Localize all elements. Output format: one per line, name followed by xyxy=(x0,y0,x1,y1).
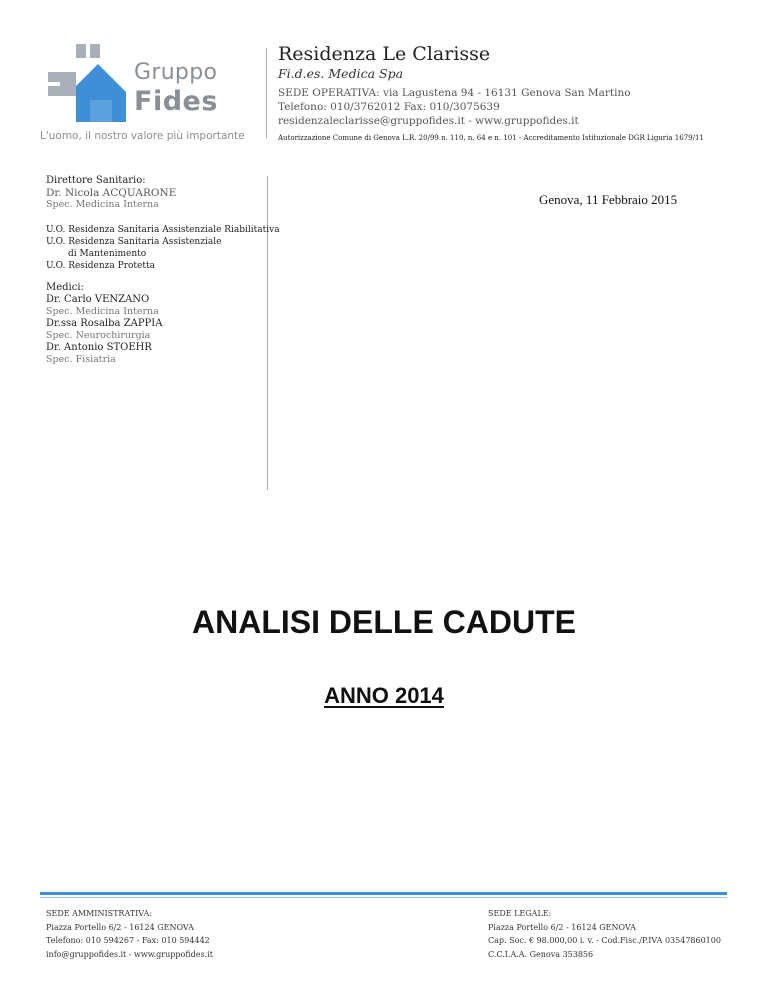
footer-legal-line: Piazza Portello 6/2 - 16124 GENOVA xyxy=(488,922,636,932)
doctor-name: Dr. Antonio STOEHR xyxy=(46,342,152,353)
footer-admin xyxy=(46,907,213,961)
company-name: Fi.d.es. Medica Spa xyxy=(278,66,404,81)
doctor-spec: Spec. Fisiatria xyxy=(46,354,116,365)
header-address: SEDE OPERATIVA: via Lagustena 94 - 16131 Genova San Martino xyxy=(278,87,631,99)
unit-item: U.O. Residenza Protetta xyxy=(46,261,155,271)
logo-word-fides: Fides xyxy=(134,86,218,117)
logo-tagline: L'uomo, il nostro valore più importante xyxy=(40,130,245,142)
document-subtitle xyxy=(0,683,768,709)
footer-rule xyxy=(40,892,727,895)
footer-rule-thin xyxy=(40,897,727,898)
unit-item: U.O. Residenza Sanitaria Assistenziale xyxy=(46,237,222,247)
footer-admin-line: Piazza Portello 6/2 - 16124 GENOVA xyxy=(46,922,194,932)
gruppo-fides-logo-icon xyxy=(46,42,128,124)
footer-legal-line: Cap. Soc. € 98.000,00 i. v. - Cod.Fisc./P.IVA 03547860100 xyxy=(488,936,721,945)
header-divider xyxy=(266,48,267,138)
footer-legal xyxy=(488,907,721,961)
residence-name: Residenza Le Clarisse xyxy=(278,43,491,65)
subtitle-text: ANNO 2014 xyxy=(324,683,444,708)
header-authorization: Autorizzazione Comune di Genova L.R. 20/99 n. 110, n. 64 e n. 101 - Accreditamento Istituzionale DGR Liguria 1679/11 xyxy=(278,134,704,142)
header-phone: Telefono: 010/3762012 Fax: 010/3075639 xyxy=(278,101,500,113)
director-spec: Spec. Medicina Interna xyxy=(46,199,159,210)
footer-legal-label: SEDE LEGALE: xyxy=(488,909,552,918)
sidebar-director xyxy=(46,175,176,211)
unit-item: di Mantenimento xyxy=(68,249,147,259)
footer-legal-line: C.C.I.A.A. Genova 353856 xyxy=(488,949,594,959)
footer-admin-line: info@gruppofides.it - www.gruppofides.it xyxy=(46,949,213,959)
document-title: ANALISI DELLE CADUTE xyxy=(192,604,576,640)
letter-date: Genova, 11 Febbraio 2015 xyxy=(539,192,678,207)
header-email: residenzaleclarisse@gruppofides.it - www.gruppofides.it xyxy=(278,115,579,127)
doctor-name: Dr.ssa Rosalba ZAPPIA xyxy=(46,318,163,329)
unit-item: U.O. Residenza Sanitaria Assistenziale Riabilitativa xyxy=(46,225,280,235)
doctor-spec: Spec. Medicina Interna xyxy=(46,306,159,317)
director-label: Direttore Sanitario: xyxy=(46,175,146,186)
sidebar-doctors xyxy=(46,282,162,366)
doctor-name: Dr. Carlo VENZANO xyxy=(46,294,150,305)
logo-word-gruppo: Gruppo xyxy=(134,60,218,85)
footer-admin-line: Telefono: 010 594267 - Fax: 010 594442 xyxy=(46,936,210,945)
footer-admin-label: SEDE AMMINISTRATIVA: xyxy=(46,909,152,918)
doctors-label: Medici: xyxy=(46,282,84,293)
doctor-spec: Spec. Neurochirurgia xyxy=(46,330,151,341)
sidebar-units xyxy=(46,224,280,272)
director-name: Dr. Nicola ACQUARONE xyxy=(46,187,177,199)
